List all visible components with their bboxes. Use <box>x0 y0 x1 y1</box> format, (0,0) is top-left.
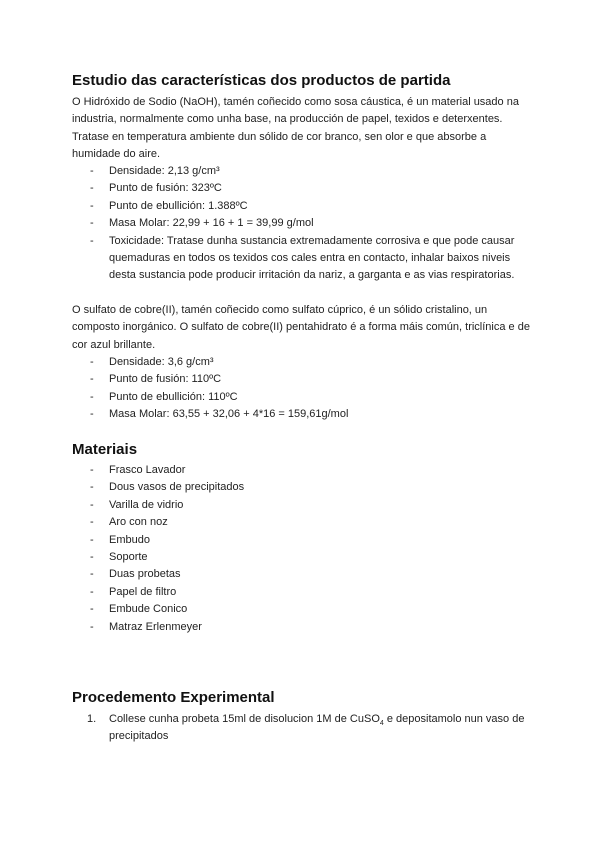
materials-list <box>72 462 532 636</box>
list-item: - Toxicidade: Tratase dunha sustancia extremadamente corrosiva e que pode causar quemaduras en todos os texidos cos cales entra en contacto, inhalar baixos niveis desta sustancia pode producir irritación da nariz, a garganta e as vias respiratorias. <box>90 234 515 282</box>
list-item: - Densidade: 3,6 g/cm³ <box>90 356 214 368</box>
list-item: - Punto de ebullición: 110ºC <box>90 390 238 403</box>
list-item: - Punto de ebullición: 1.388ºC <box>90 199 248 212</box>
procedure-step: 1. Collese cunha probeta 15ml de disolucion 1M de CuSO$_4$ e depositamolo nun vaso de precipitados <box>87 713 525 743</box>
list-item: - Masa Molar: 63,55 + 32,06 + 4*16 = 159,61g/mol <box>90 408 349 421</box>
section-title-procedure: Procedemento Experimental <box>72 689 275 706</box>
section-title-properties: Estudio das características dos productos de partida <box>72 72 451 89</box>
list-item: - Duas probetas <box>90 568 181 581</box>
list-item: - Papel de filtro <box>90 585 177 598</box>
list-item: - Embudo <box>90 533 150 546</box>
procedure-steps-list <box>72 711 532 746</box>
list-item: - Punto de fusión: 110ºC <box>90 373 222 386</box>
list-item: - Densidade: 2,13 g/cm³ <box>90 165 220 177</box>
list-item: - Punto de fusión: 323ºC <box>90 182 222 195</box>
list-item: - Embude Conico <box>90 603 188 616</box>
cuso4-properties-list <box>72 354 532 424</box>
cuso4-paragraph: O sulfato de cobre(II), tamén coñecido como sulfato cúprico, é un sólido cristalino, un composto inorgánico. O sulfato de cobre(II) pentahidrato é a forma máis común, triclínica e de cor azul brillante. <box>72 304 530 351</box>
list-item: - Masa Molar: 22,99 + 16 + 1 = 39,99 g/mol <box>90 217 314 230</box>
list-item: - Soporte <box>90 551 148 564</box>
list-item: - Matraz Erlenmeyer <box>90 620 202 633</box>
naoh-paragraph: O Hidróxido de Sodio (NaOH), tamén coñecido como sosa cáustica, é un material usado na industria, normalmente como unha base, na producción de papel, texidos e deterxentes. Tratase en temperatura ambiente dun sólido de cor branco, sen olor e que absorbe a humidade do aire. <box>72 96 519 161</box>
section-title-materials: Materiais <box>72 441 138 458</box>
list-item: - Aro con noz <box>90 516 168 529</box>
naoh-properties-list <box>72 163 532 285</box>
list-item: - Varilla de vidrio <box>90 498 184 511</box>
list-item: - Frasco Lavador <box>90 464 186 476</box>
list-item: - Dous vasos de precipitados <box>90 481 245 494</box>
